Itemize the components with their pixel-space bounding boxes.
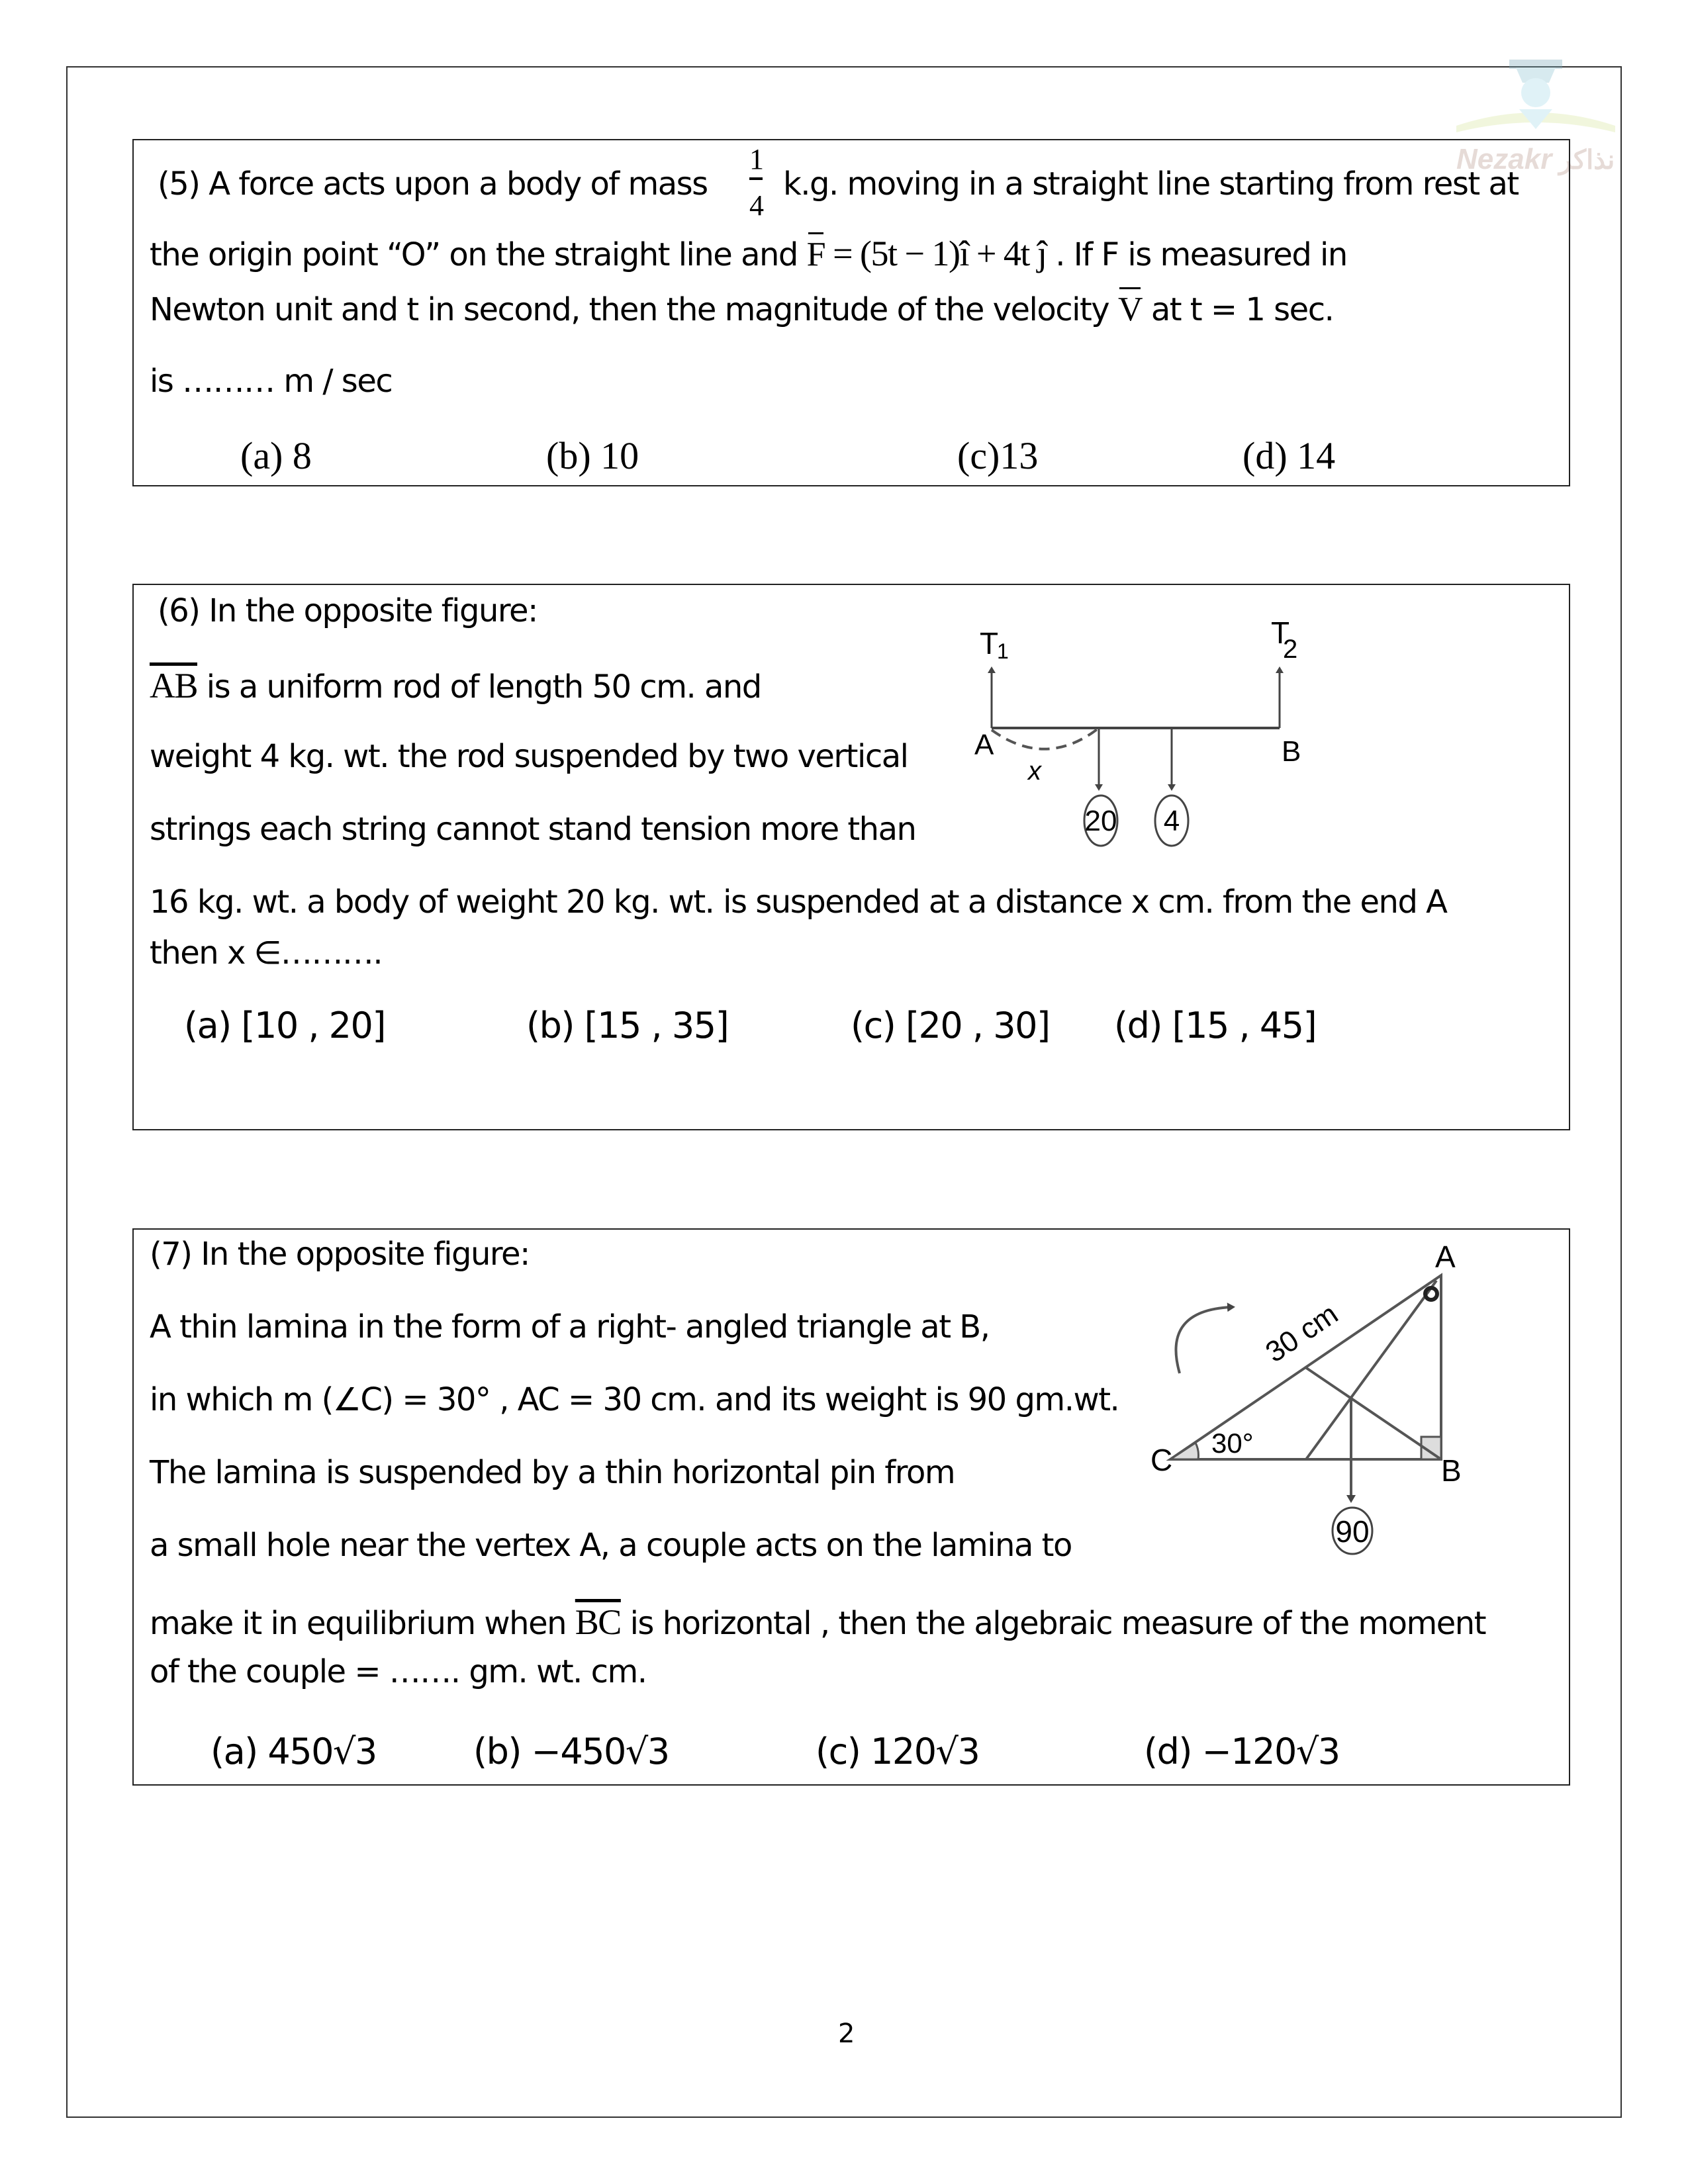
q6-option-d[interactable]: (d) [15 , 45] xyxy=(1114,1005,1317,1046)
q7-line7: of the couple = ……. gm. wt. cm. xyxy=(150,1653,647,1690)
q6-line6: then x ∈………. xyxy=(150,934,383,972)
svg-text:C: C xyxy=(1150,1443,1173,1477)
svg-text:T: T xyxy=(1271,615,1290,650)
svg-text:30°: 30° xyxy=(1211,1428,1254,1459)
svg-text:T: T xyxy=(980,626,999,660)
q6-option-a[interactable]: (a) [10 , 20] xyxy=(184,1005,385,1046)
q6-option-c[interactable]: (c) [20 , 30] xyxy=(851,1005,1050,1046)
q5-option-a[interactable]: (a) 8 xyxy=(240,434,312,477)
q7-option-c[interactable]: (c) 120√3 xyxy=(816,1731,980,1772)
svg-text:B: B xyxy=(1282,735,1301,768)
svg-text:نذاكر: نذاكر xyxy=(1559,146,1615,175)
svg-text:30 cm: 30 cm xyxy=(1260,1297,1344,1369)
svg-text:4: 4 xyxy=(1163,805,1180,837)
q5-line3a: Newton unit and t in second, then the magnitude of the velocity xyxy=(150,291,1109,328)
q5-line1b: k.g. moving in a straight line starting from rest at xyxy=(783,165,1519,203)
q7-line5: a small hole near the vertex A, a couple acts on the lamina to xyxy=(150,1527,1072,1564)
q7-line6a: make it in equilibrium when xyxy=(150,1605,567,1642)
q6-line3: weight 4 kg. wt. the rod suspended by two vertical xyxy=(150,738,908,775)
svg-text:2: 2 xyxy=(1283,635,1298,664)
q6-line2 xyxy=(150,665,761,706)
q6-line4: strings each string cannot stand tension more than xyxy=(150,811,916,848)
svg-text:A: A xyxy=(974,729,994,761)
q6-line1: (6) In the opposite figure: xyxy=(158,592,538,629)
triangle-figure xyxy=(1125,1224,1556,1588)
svg-text:20: 20 xyxy=(1084,805,1117,837)
q5-option-c[interactable]: (c)13 xyxy=(957,434,1039,477)
q5-line4: is ……… m / sec xyxy=(150,363,393,400)
q7-line4: The lamina is suspended by a thin horizontal pin from xyxy=(150,1454,955,1491)
bc-segment-symbol: $\overline{BC}$ xyxy=(575,1602,621,1642)
q7-line6b: is horizontal , then the algebraic measure of the moment xyxy=(630,1605,1486,1642)
force-expression: = (5t − 1)î + 4t ĵ xyxy=(825,234,1047,273)
pin-hole xyxy=(1425,1288,1437,1300)
q5-fraction-bar xyxy=(749,177,763,180)
q5-fraction-den: 4 xyxy=(749,189,764,222)
couple-arrow xyxy=(1176,1307,1231,1373)
q7-line6 xyxy=(150,1602,1485,1643)
force-vector-symbol: F xyxy=(806,236,825,273)
q5-line2 xyxy=(150,233,1347,274)
q5-line3 xyxy=(150,290,1333,329)
svg-text:x: x xyxy=(1028,756,1041,786)
q7-option-b[interactable]: (b) −450√3 xyxy=(473,1731,669,1772)
q5-option-d[interactable]: (d) 14 xyxy=(1243,434,1336,477)
q7-line2: A thin lamina in the form of a right- angled triangle at B, xyxy=(150,1308,990,1345)
q5-line2b: . If F is measured in xyxy=(1055,236,1347,273)
q7-option-a[interactable]: (a) 450√3 xyxy=(211,1731,377,1772)
q6-line2-text: is a uniform rod of length 50 cm. and xyxy=(206,668,761,705)
q7-line1: (7) In the opposite figure: xyxy=(150,1236,530,1273)
velocity-vector-symbol: V xyxy=(1117,291,1143,328)
q5-line2a: the origin point “O” on the straight line and xyxy=(150,236,798,273)
page-number: 2 xyxy=(838,2019,855,2049)
q6-option-b[interactable]: (b) [15 , 35] xyxy=(526,1005,729,1046)
svg-text:A: A xyxy=(1435,1240,1456,1274)
svg-text:90: 90 xyxy=(1335,1514,1370,1549)
q5-fraction-num: 1 xyxy=(749,143,764,175)
q7-line3: in which m (∠C) = 30° , AC = 30 cm. and its weight is 90 gm.wt. xyxy=(150,1381,1119,1418)
rod-ab-symbol: $\overline{AB}$ xyxy=(150,666,198,705)
distance-x-arc xyxy=(992,728,1099,749)
svg-text:1: 1 xyxy=(997,639,1009,663)
svg-text:Nezakr: Nezakr xyxy=(1456,143,1552,175)
q5-option-b[interactable]: (b) 10 xyxy=(546,434,639,477)
q5-line3b: at t = 1 sec. xyxy=(1150,291,1334,328)
q6-line5: 16 kg. wt. a body of weight 20 kg. wt. is suspended at a distance x cm. from the end A xyxy=(150,884,1447,921)
q7-option-d[interactable]: (d) −120√3 xyxy=(1144,1731,1340,1772)
rod-figure xyxy=(960,596,1556,860)
q5-line1a: (5) A force acts upon a body of mass xyxy=(158,165,708,203)
svg-text:B: B xyxy=(1441,1453,1462,1488)
